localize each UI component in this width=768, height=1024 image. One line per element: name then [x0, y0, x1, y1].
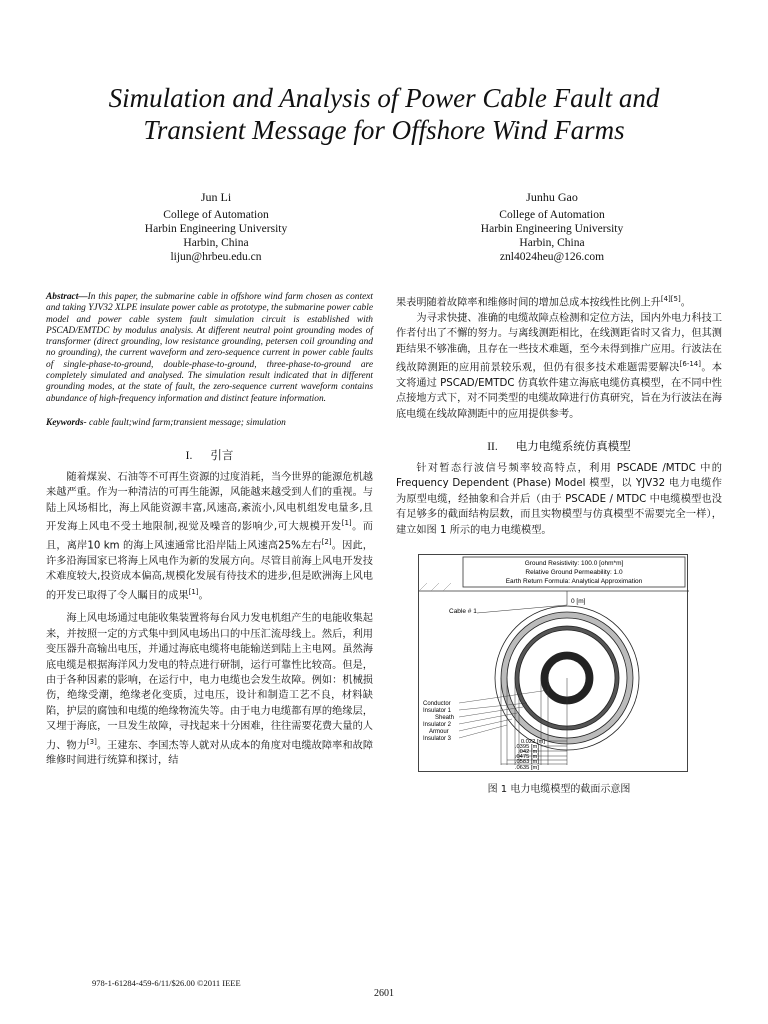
paragraph-text: 果表明随着故障率和维修时间的增加总成本按线性比例上升	[396, 297, 661, 309]
abstract	[46, 292, 373, 405]
layer-label: Insulator 2	[423, 722, 452, 729]
cable-cross-section-figure	[418, 554, 688, 772]
layer-label: Insulator 1	[423, 708, 452, 715]
section-heading-2	[396, 440, 722, 455]
citation: [2]	[321, 537, 332, 546]
abstract-label: Abstract—	[46, 292, 88, 302]
intro-paragraph-1	[46, 470, 373, 603]
layer-label: Insulator 3	[423, 736, 452, 743]
radius-label: 0.022 [m]	[520, 739, 545, 746]
right-column	[396, 292, 722, 797]
author-block-2	[422, 190, 682, 264]
paper-title	[40, 82, 728, 146]
depth-label: 0 [m]	[571, 598, 586, 606]
radius-label: .042 [m]	[518, 749, 539, 756]
section-heading-1	[46, 449, 373, 464]
ground-permeability-label: Relative Ground Permeability: 1.0	[525, 569, 623, 577]
paragraph-text: 。	[680, 297, 691, 309]
layer-labels	[423, 701, 454, 742]
author-name: Jun Li	[200, 190, 232, 204]
footer-isbn: 978-1-61284-459-6/11/$26.00 ©2011 IEEE	[92, 978, 241, 988]
keywords-text: cable fault;wind farm;transient message; simulation	[86, 417, 286, 428]
citation: [1]	[188, 587, 199, 596]
cable-diagram	[419, 555, 689, 773]
author-dept: College of Automation	[163, 209, 269, 221]
paragraph-text: 。因此，许多沿海国家已将海上风电作为新的发展方向。尽管目前海上风电开发技术难度较大,投资成本偏高,规模化发展有待技术的进步,但是欧洲海上风电的开发已取得了令人瞩目的成果	[46, 540, 373, 601]
paragraph-text: 。而且，离岸10 km 的海上风速通常比沿岸陆上风速高25%左右	[46, 521, 373, 552]
author-email: lijun@hrbeu.edu.cn	[170, 251, 262, 263]
radius-label: .0583 [m]	[514, 759, 539, 766]
author-block-1	[86, 190, 346, 264]
author-location: Harbin, China	[519, 237, 585, 249]
citation: [6-14]	[679, 360, 701, 369]
radius-label: .0475 [m]	[514, 754, 539, 761]
author-univ: Harbin Engineering University	[480, 223, 624, 235]
paragraph-text: 。本文将通过 PSCAD/EMTDC 仿真软件建立海底电缆仿真模型，在不同中性点接地方式下，对不同类型的电缆故障进行仿真研究，旨在为行波法在海底电缆在线故障测距中的应用提供参考。	[396, 362, 723, 420]
figure-caption: 图 1 电力电缆模型的截面示意图	[487, 784, 631, 796]
left-column	[46, 292, 373, 769]
title-line-2: Transient Message for Offshore Wind Farms	[143, 115, 625, 145]
section-title: 引言	[210, 449, 234, 462]
layer-label: Armour	[429, 729, 449, 736]
author-name: Junhu Gao	[526, 190, 578, 204]
radius-label: .0635 [m]	[514, 765, 539, 772]
author-univ: Harbin Engineering University	[144, 223, 288, 235]
paragraph-text: 海上风电场通过电能收集装置将每台风力发电机组产生的电能收集起来，并按照一定的方式集中到风电场出口的中压汇流母线上。然后，利用变压器升高输出电压，并通过海底电缆将电能输送到陆上主电网。虽然海底电缆是根据海洋风力发电的特点进行研制，运行可靠性比较高。但是，由于各种因素的影响，在运行中，电力电缆也会发生故障。例如：机械损伤，绝缘受潮，绝缘老化变质，过电压，设计和制造工艺不良，材料缺陷，护层的腐蚀和电缆的绝缘物流失等。由于电力电缆都有厚的绝缘层，又埋于海底，一旦发生故障，寻找起来十分困难，往往需要花费大量的人力、物力	[46, 613, 373, 752]
citation: [1]	[341, 519, 352, 528]
ground-hatching	[419, 583, 451, 591]
paragraph-text: 。王建东、李国杰等人就对从成本的角度对电缆故障率和故障维修时间进行统算和探讨，结	[46, 740, 374, 767]
keywords	[46, 416, 373, 431]
layer-label: Sheath	[435, 715, 455, 722]
layer-label: Conductor	[423, 701, 451, 708]
page-number: 2601	[374, 988, 394, 999]
right-paragraph-1	[396, 311, 722, 422]
citation: [3]	[86, 737, 97, 746]
right-paragraph-0	[396, 292, 722, 311]
paragraph-text: 为寻求快捷、准确的电缆故障点检测和定位方法，国内外电力科技工作者付出了不懈的努力。与离线测距相比，在线测距省时又省力，但其测距结果不够准确，且存在一些技术难题，至今未得到推广应用。行波法在线故障测距的应用前景较乐观，但仍有很多技术难题需要解决	[396, 312, 723, 374]
radius-label: .0395 [m]	[514, 744, 539, 751]
section-title: 电力电缆系统仿真模型	[515, 441, 631, 454]
ground-resistivity-label: Ground Resistivity: 100.0 [ohm*m]	[524, 560, 624, 568]
paragraph-text: 。	[198, 589, 209, 601]
author-email: znl4024heu@126.com	[499, 251, 605, 263]
author-dept: College of Automation	[499, 209, 605, 221]
citation: [4][5]	[660, 295, 681, 303]
cable-label: Cable # 1	[449, 608, 477, 616]
model-paragraph: 针对暂态行波信号频率较高特点，利用 PSCADE /MTDC 中的 Frequency Dependent (Phase) Model 模型，以 YJV32 电力电缆作为原型电缆，经抽象和合并后（由于 PSCADE / MTDC 中电缆模型也没有足够多的截面结构层数，而且实物模型与仿真模型不需要完全一样），建立如图 1 所示的电力电缆模型。	[396, 463, 722, 536]
keywords-label: Keywords-	[46, 417, 87, 428]
author-location: Harbin, China	[183, 237, 249, 249]
earth-return-label: Earth Return Formula: Analytical Approximation	[505, 578, 643, 586]
abstract-text: In this paper, the submarine cable in offshore wind farm chosen as context and taking YJV32 XLPE insulate power cable as prototype, the submarine power cable model and power cable system fault simulation circuit is established with PSCAD/EMTDC by modulus analysis. At different neutral point grounding modes of transformer (direct grounding, low resistance grounding, petersen coil grounding and no grounding), the current waveform and zero-sequence current in power cable faults of single-phase-to-ground, double-phase-to-ground, three-phase-to-ground are completely simulated and analysed. The simulation result indicated that in different grounding modes, at the state of fault, the zero-sequence current waveform contains abundance of high-frequency information and distinct feature information.	[46, 292, 373, 404]
section-number: II.	[487, 441, 498, 454]
paragraph-text: 随着煤炭、石油等不可再生资源的过度消耗，当今世界的能源危机越来越严重。作为一种清洁的可再生能源，风能越来越受到人们的重视。与陆上风场相比，海上风能资源丰富,风速高,紊流小,风电机组发电量多,且开发海上风电不受土地限制,视觉及噪音的影响少,可大规模开发	[46, 471, 373, 533]
title-line-1: Simulation and Analysis of Power Cable Fault and	[108, 83, 660, 113]
intro-paragraph-2	[46, 611, 373, 768]
section-number: I.	[185, 449, 193, 462]
